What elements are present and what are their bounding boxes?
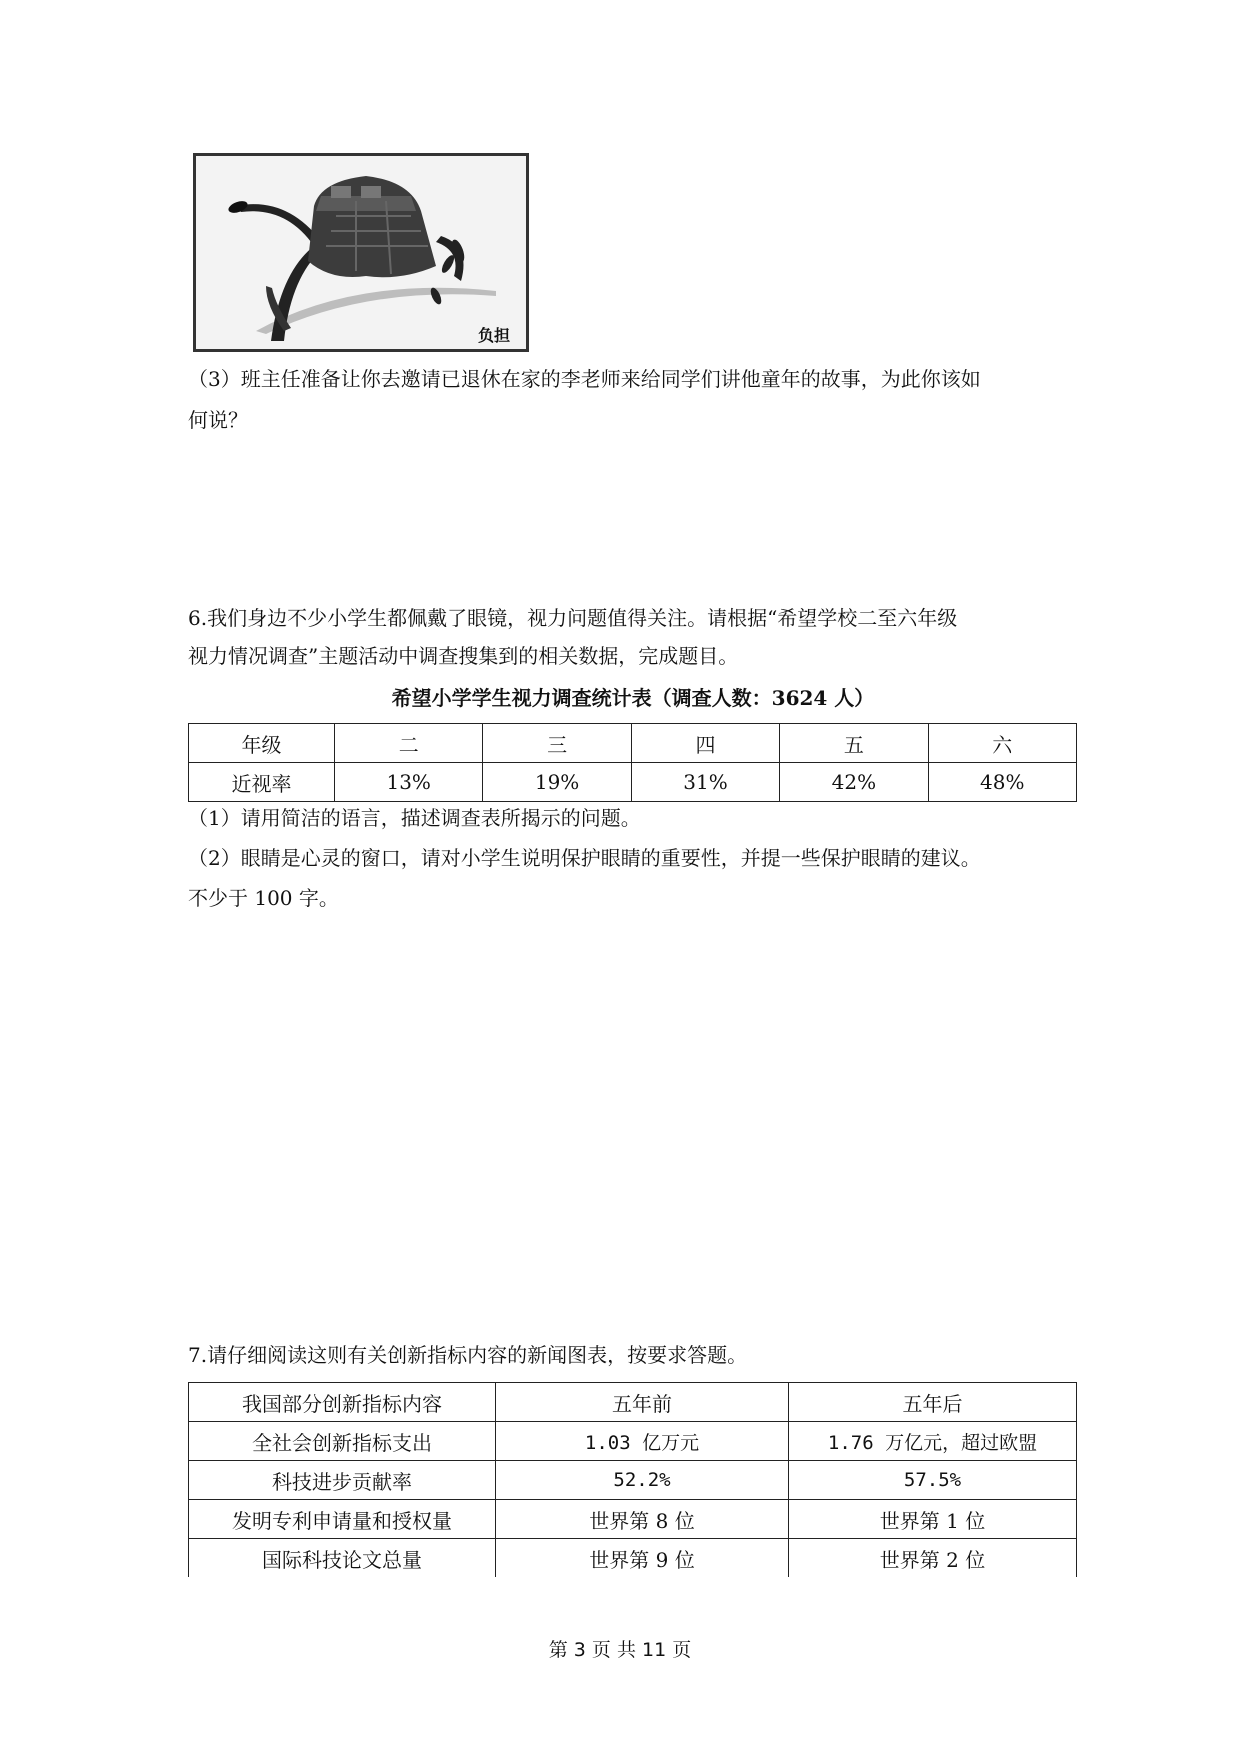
cartoon-drawing — [196, 156, 526, 349]
table-cell: 52.2% — [496, 1461, 789, 1500]
table-cell: 1.03 亿万元 — [496, 1422, 789, 1461]
q6-sub1: （1）请用简洁的语言，描述调查表所揭示的问题。 — [188, 806, 641, 830]
q5-3-text-line1: （3）班主任准备让你去邀请已退休在家的李老师来给同学们讲他童年的故事，为此你该如 — [188, 367, 981, 391]
table-cell: 42% — [780, 763, 928, 802]
table-row — [189, 1500, 1077, 1539]
table-cell: 五 — [780, 724, 928, 763]
q6-sub2-line1: （2）眼睛是心灵的窗口，请对小学生说明保护眼睛的重要性，并提一些保护眼睛的建议。 — [188, 846, 981, 870]
table-cell: 发明专利申请量和授权量 — [189, 1500, 496, 1539]
table-cell: 48% — [928, 763, 1076, 802]
table-row — [189, 1461, 1077, 1500]
table-cell: 57.5% — [789, 1461, 1077, 1500]
vision-survey-table — [188, 723, 1077, 802]
table-cell: 三 — [483, 724, 631, 763]
table-cell: 世界第 2 位 — [789, 1539, 1077, 1578]
table-cell: 五年前 — [496, 1383, 789, 1422]
q6-intro-line2: 视力情况调查”主题活动中调查搜集到的相关数据，完成题目。 — [188, 644, 739, 668]
table-row — [189, 763, 1077, 802]
table-cell: 科技进步贡献率 — [189, 1461, 496, 1500]
table-cell: 31% — [631, 763, 779, 802]
innovation-index-table — [188, 1382, 1077, 1577]
table-cell: 世界第 9 位 — [496, 1539, 789, 1578]
table-cell: 我国部分创新指标内容 — [189, 1383, 496, 1422]
table-cell: 五年后 — [789, 1383, 1077, 1422]
q5-3-text-line2: 何说？ — [188, 408, 248, 432]
table-cell: 六 — [928, 724, 1076, 763]
q6-sub2-line2: 不少于 100 字。 — [188, 886, 339, 910]
table-cell: 二 — [335, 724, 483, 763]
table-row — [189, 1539, 1077, 1578]
table-cell: 世界第 8 位 — [496, 1500, 789, 1539]
table-cell: 年级 — [189, 724, 335, 763]
table-row — [189, 1422, 1077, 1461]
table-cell: 全社会创新指标支出 — [189, 1422, 496, 1461]
q6-intro-line1: 6.我们身边不少小学生都佩戴了眼镜，视力问题值得关注。请根据“希望学校二至六年级 — [188, 606, 958, 630]
table-cell: 1.76 万亿元，超过欧盟 — [789, 1422, 1077, 1461]
table-cell: 国际科技论文总量 — [189, 1539, 496, 1578]
table-cell: 世界第 1 位 — [789, 1500, 1077, 1539]
table-cell: 近视率 — [189, 763, 335, 802]
page-footer: 第 3 页 共 11 页 — [548, 1639, 692, 1661]
q6-table-title: 希望小学学生视力调查统计表（调查人数：3624 人） — [391, 686, 875, 710]
table-cell: 13% — [335, 763, 483, 802]
table-row — [189, 1383, 1077, 1422]
table-cell: 四 — [631, 724, 779, 763]
cartoon-burden-image — [193, 153, 529, 352]
cartoon-caption: 负担 — [478, 326, 511, 345]
table-row — [189, 724, 1077, 763]
table-cell: 19% — [483, 763, 631, 802]
q7-intro: 7.请仔细阅读这则有关创新指标内容的新闻图表，按要求答题。 — [188, 1343, 748, 1367]
